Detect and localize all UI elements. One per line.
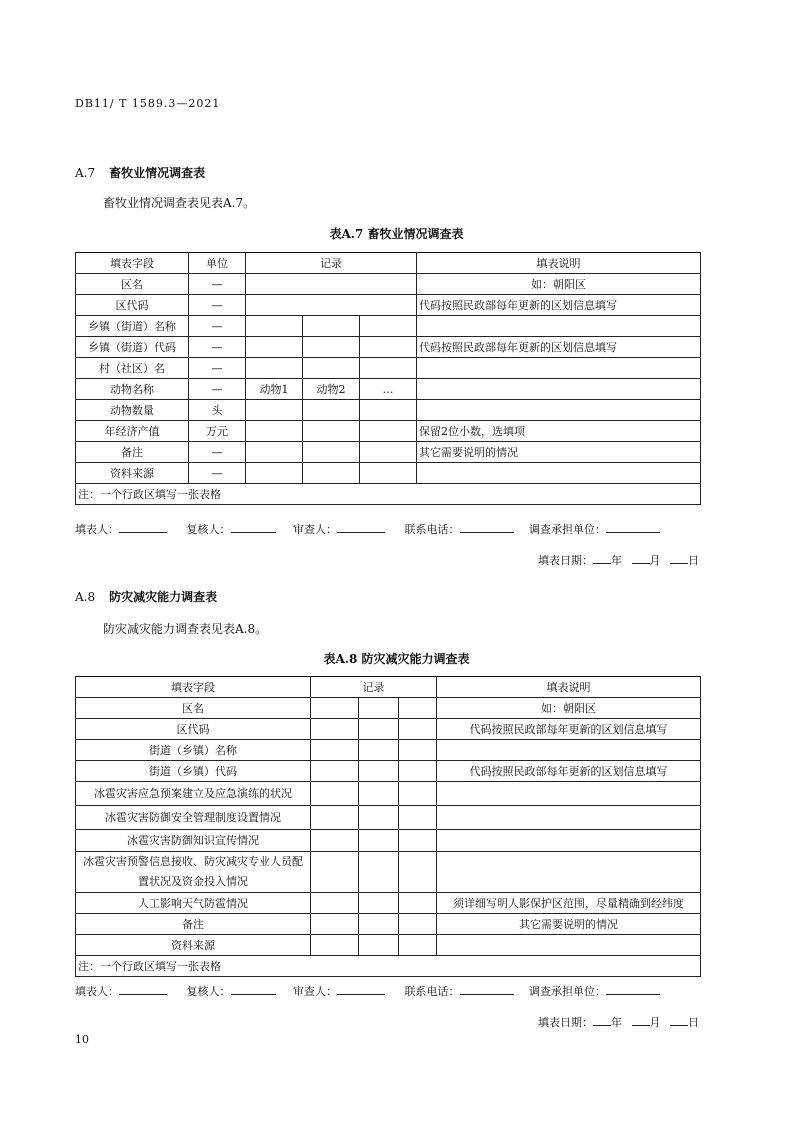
table-a8 [75,676,701,977]
row-field: 乡镇（街道）名称 [76,316,189,337]
row-note: 代码按照民政部每年更新的区划信息填写 [437,761,701,782]
table-title-a7: 表A.7 畜牧业情况调查表 [329,227,464,241]
filler-label: 填表人： [75,523,119,536]
row-record-cell[interactable] [360,316,417,337]
section-title: 畜牧业情况调查表 [109,166,206,180]
row-record-cell[interactable] [399,761,437,782]
table-note: 注：一个行政区填写一张表格 [76,956,701,977]
reviewer-label: 复核人： [186,523,231,536]
row-note: 代码按照民政部每年更新的区划信息填写 [417,295,701,316]
row-note: 保留2位小数，选填项 [417,421,701,442]
row-field: 村（社区）名 [76,358,189,379]
row-record-cell[interactable] [311,782,359,806]
org-blank[interactable] [606,984,660,995]
table-header-row [76,253,701,274]
row-note: 其它需要说明的情况 [417,442,701,463]
row-record-more[interactable]: … [360,379,417,400]
row-field: 区代码 [76,295,189,316]
row-record-cell[interactable] [399,914,437,935]
row-field: 区名 [76,698,311,719]
section-heading-a8 [75,588,217,605]
row-unit: — [189,295,246,316]
row-record-cell[interactable] [399,830,437,852]
row-record-cell[interactable] [399,935,437,956]
row-record-cell[interactable] [360,358,417,379]
day-blank[interactable] [670,553,688,564]
row-record-cell[interactable] [399,806,437,830]
signature-line-a8 [75,983,660,999]
phone-label: 联系电话： [404,985,460,998]
date-label: 填表日期： [538,1016,593,1029]
reviewer-blank[interactable] [231,522,276,533]
year-label: 年 [611,1016,622,1029]
year-blank[interactable] [593,553,611,564]
day-label: 日 [688,554,699,567]
month-label: 月 [649,554,661,567]
row-unit: 万元 [189,421,246,442]
row-record-cell[interactable] [303,442,360,463]
table-row [76,295,701,316]
page-number: 10 [75,1033,89,1046]
row-record-cell[interactable] [360,400,417,421]
phone-label: 联系电话： [404,523,460,536]
table-row [76,893,701,914]
row-record-cell[interactable] [359,914,399,935]
org-blank[interactable] [606,522,660,533]
auditor-blank[interactable] [337,522,385,533]
table-row [76,358,701,379]
row-record-cell[interactable] [359,830,399,852]
row-field: 冰雹灾害防御知识宣传情况 [76,830,311,852]
row-record-cell[interactable] [303,316,360,337]
row-field: 冰雹灾害预警信息接收、防灾减灾专业人员配置状况及资金投入情况 [76,852,311,893]
header-record: 记录 [311,677,437,698]
row-record-cell[interactable] [303,463,360,484]
row-field: 备注 [76,914,311,935]
day-label: 日 [688,1016,699,1029]
table-row [76,421,701,442]
row-field: 人工影响天气防雹情况 [76,893,311,914]
table-row [76,806,701,830]
row-note: 如：朝阳区 [437,698,701,719]
row-unit: 头 [189,400,246,421]
table-row [76,442,701,463]
standard-number: DB11/ T 1589.3—2021 [75,97,221,110]
row-record-cell[interactable] [359,893,399,914]
row-record-cell[interactable] [303,337,360,358]
row-note: 代码按照民政部每年更新的区划信息填写 [437,719,701,740]
row-unit: — [189,316,246,337]
header-note: 填表说明 [417,253,701,274]
header-unit: 单位 [189,253,246,274]
reviewer-label: 复核人： [186,985,231,998]
header-field: 填表字段 [76,253,189,274]
row-field: 区名 [76,274,189,295]
row-record-cell[interactable] [303,400,360,421]
year-label: 年 [611,554,622,567]
row-record-cell[interactable] [303,421,360,442]
row-record-cell[interactable] [359,761,399,782]
row-field: 乡镇（街道）代码 [76,337,189,358]
row-field: 街道（乡镇）代码 [76,761,311,782]
row-record-animal1[interactable]: 动物1 [246,379,303,400]
row-note [417,316,701,337]
row-note [417,358,701,379]
month-blank[interactable] [632,553,650,564]
row-record-cell[interactable] [399,852,437,893]
row-note: 其它需要说明的情况 [437,914,701,935]
row-record-cell[interactable] [399,893,437,914]
month-label: 月 [649,1016,661,1029]
row-field: 资料来源 [76,935,311,956]
row-field: 动物数量 [76,400,189,421]
row-unit: — [189,379,246,400]
row-record-cell[interactable] [246,463,303,484]
header-field: 填表字段 [76,677,311,698]
row-record-cell[interactable] [246,337,303,358]
row-record-cell[interactable] [360,337,417,358]
row-field: 备注 [76,442,189,463]
row-record-cell[interactable] [360,421,417,442]
row-note [437,782,701,806]
row-note [437,852,701,893]
row-note [417,463,701,484]
section-heading-a7 [75,164,205,181]
signature-line-a7 [75,521,660,537]
row-record-cell[interactable] [359,698,399,719]
table-row [76,463,701,484]
row-record-cell[interactable] [359,740,399,761]
table-note: 注：一个行政区填写一张表格 [76,484,701,505]
row-note [417,400,701,421]
table-row [76,316,701,337]
row-record-cell[interactable] [360,442,417,463]
row-record-animal2[interactable]: 动物2 [303,379,360,400]
row-record-cell[interactable] [399,782,437,806]
row-unit: — [189,442,246,463]
filler-blank[interactable] [119,984,167,995]
table-row [76,852,701,893]
row-field: 街道（乡镇）名称 [76,740,311,761]
row-record-cell[interactable] [246,274,417,295]
intro-a8: 防灾减灾能力调查表见表A.8。 [103,622,268,636]
table-row [76,698,701,719]
filler-label: 填表人： [75,985,119,998]
row-note [437,935,701,956]
org-label: 调查承担单位： [529,523,606,536]
row-record-cell[interactable] [359,852,399,893]
auditor-label: 审查人： [293,523,337,536]
table-note-row [76,484,701,505]
row-record-cell[interactable] [359,782,399,806]
row-record-cell[interactable] [311,806,359,830]
row-record-cell[interactable] [359,806,399,830]
table-note-row [76,956,701,977]
day-blank[interactable] [670,1015,688,1026]
row-record-cell[interactable] [311,935,359,956]
month-blank[interactable] [632,1015,650,1026]
row-unit: — [189,337,246,358]
row-record-cell[interactable] [311,914,359,935]
org-label: 调查承担单位： [529,985,606,998]
section-title: 防灾减灾能力调查表 [109,590,218,604]
row-note [437,830,701,852]
row-unit: — [189,358,246,379]
row-note: 如：朝阳区 [417,274,701,295]
row-record-cell[interactable] [399,698,437,719]
row-record-cell[interactable] [359,935,399,956]
row-record-cell[interactable] [246,358,303,379]
row-record-cell[interactable] [311,761,359,782]
row-record-cell[interactable] [246,442,303,463]
row-record-cell[interactable] [360,463,417,484]
table-row [76,761,701,782]
header-note: 填表说明 [437,677,701,698]
year-blank[interactable] [593,1015,611,1026]
phone-blank[interactable] [460,522,514,533]
table-row [76,914,701,935]
table-row [76,274,701,295]
row-field: 动物名称 [76,379,189,400]
row-record-cell[interactable] [311,740,359,761]
table-a7 [75,252,701,505]
row-field: 资料来源 [76,463,189,484]
table-row [76,719,701,740]
date-line-a7 [538,552,699,568]
row-record-cell[interactable] [246,295,417,316]
intro-a7: 畜牧业情况调查表见表A.7。 [103,196,256,210]
section-number: A.8 [75,590,96,604]
table-row [76,337,701,358]
row-note: 须详细写明人影保护区范围，尽量精确到经纬度 [437,893,701,914]
row-note [437,806,701,830]
auditor-blank[interactable] [337,984,385,995]
section-number: A.7 [75,166,96,180]
row-record-cell[interactable] [246,316,303,337]
auditor-label: 审查人： [293,985,337,998]
row-record-cell[interactable] [359,719,399,740]
phone-blank[interactable] [460,984,514,995]
row-note [437,740,701,761]
date-label: 填表日期： [538,554,593,567]
date-line-a8 [538,1014,699,1030]
row-note: 代码按照民政部每年更新的区划信息填写 [417,337,701,358]
row-field: 冰雹灾害防御安全管理制度设置情况 [76,806,311,830]
row-field: 区代码 [76,719,311,740]
table-row [76,782,701,806]
table-row [76,935,701,956]
row-record-cell[interactable] [311,698,359,719]
reviewer-blank[interactable] [231,984,276,995]
row-note [417,379,701,400]
table-row [76,740,701,761]
row-unit: — [189,274,246,295]
table-title-a8: 表A.8 防灾减灾能力调查表 [323,652,470,666]
table-header-row [76,677,701,698]
filler-blank[interactable] [119,522,167,533]
row-record-cell[interactable] [311,893,359,914]
row-record-cell[interactable] [303,358,360,379]
row-record-cell[interactable] [246,421,303,442]
table-row [76,400,701,421]
row-record-cell[interactable] [399,740,437,761]
row-record-cell[interactable] [311,852,359,893]
row-field: 冰雹灾害应急预案建立及应急演练的状况 [76,782,311,806]
row-field: 年经济产值 [76,421,189,442]
row-record-cell[interactable] [311,719,359,740]
table-row [76,379,701,400]
row-record-cell[interactable] [399,719,437,740]
table-row [76,830,701,852]
row-unit: — [189,463,246,484]
row-record-cell[interactable] [311,830,359,852]
header-record: 记录 [246,253,417,274]
row-record-cell[interactable] [246,400,303,421]
